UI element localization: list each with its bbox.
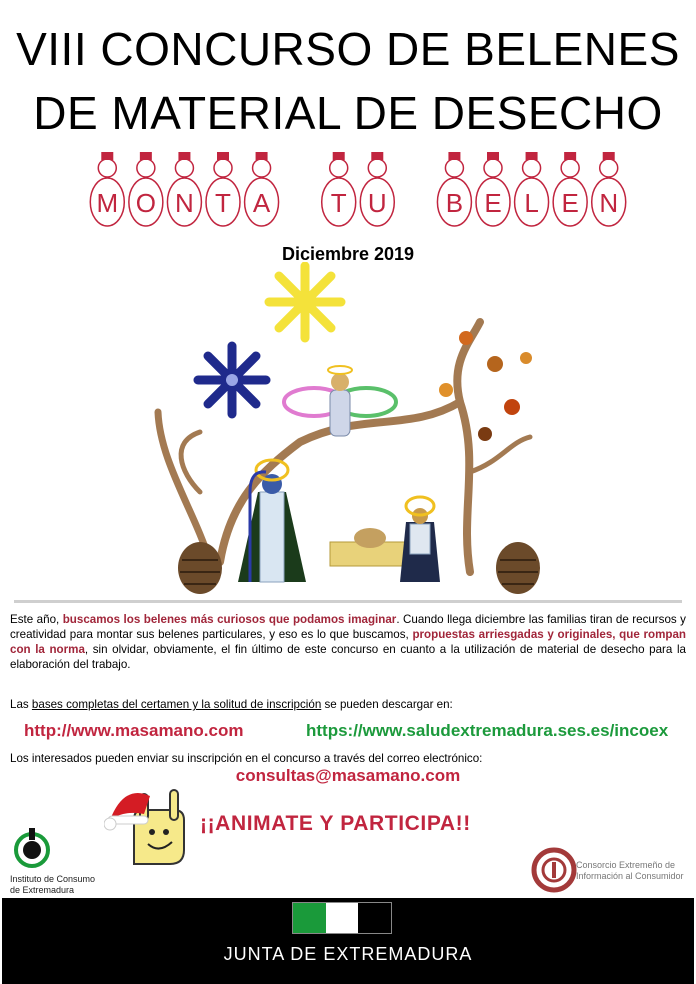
nativity-scene-illustration: [140, 262, 560, 602]
monta-tu-belen-logo: [88, 150, 628, 230]
snowman-letter: [592, 152, 626, 226]
snowman-letter: [167, 152, 201, 226]
date: Diciembre 2019: [281, 244, 415, 264]
call-to-action: ¡¡ANIMATE Y PARTICIPA!!: [200, 812, 471, 835]
svg-text:E: E: [484, 188, 502, 218]
joseph-figure: [400, 497, 440, 582]
snowman-letter: [90, 152, 124, 226]
consorcio-text: Consorcio Extremeño de Información al Consumidor: [576, 860, 684, 881]
svg-text:A: A: [252, 188, 271, 218]
pinecone-left-icon: [178, 542, 222, 594]
snowman-letter: [129, 152, 163, 226]
highlight-1: buscamos los belenes más curiosos que podamos imaginar: [62, 613, 397, 626]
blue-star-icon: [198, 346, 266, 414]
leaves: [439, 331, 532, 441]
manger: [330, 528, 410, 566]
divider: [14, 600, 682, 603]
snowman-letter: [515, 152, 549, 226]
title-line-2: DE MATERIAL DE DESECHO: [33, 87, 663, 139]
footer: [2, 898, 694, 984]
junta-extremadura-text: JUNTA DE EXTREMADURA: [223, 944, 473, 964]
svg-text:N: N: [175, 188, 194, 218]
email-paragraph: Los interesados pueden enviar su inscripción en el concurso a través del correo electrónico:: [10, 752, 483, 765]
highlight-2: propuestas arriesgadas y originales, que rompan con la norma: [10, 628, 686, 656]
snowman-letter: [553, 152, 587, 226]
email-link[interactable]: consultas@masamano.com: [235, 766, 461, 785]
yellow-star-icon: [269, 266, 341, 338]
pinecone-right-icon: [496, 542, 540, 594]
bases-link[interactable]: bases completas del certamen y la solitud de inscripción: [31, 698, 322, 711]
svg-text:T: T: [215, 188, 231, 218]
snowman-letter: [322, 152, 356, 226]
svg-text:O: O: [135, 188, 156, 218]
extremadura-flag-icon: [292, 902, 392, 934]
snowman-letter: [476, 152, 510, 226]
saludextremadura-link[interactable]: https://www.saludextremadura.ses.es/incoex: [306, 721, 669, 740]
svg-text:E: E: [561, 188, 579, 218]
snowman-letter: [437, 152, 471, 226]
svg-text:B: B: [445, 188, 464, 218]
svg-text:T: T: [330, 188, 347, 218]
svg-text:U: U: [367, 188, 387, 218]
snowman-letter: [245, 152, 279, 226]
mary-figure: [238, 460, 306, 582]
snowman-letter: [360, 152, 394, 226]
masamano-link[interactable]: http://www.masamano.com: [24, 721, 244, 740]
title-line-1: VIII CONCURSO DE BELENES: [16, 23, 680, 75]
intro-paragraph: Este año, buscamos los belenes más curiosos que podamos imaginar. Cuando llega diciembre las familias tiran de recursos y creatividad para montar sus belenes particulares, y eso es lo que buscamos, propuestas arriesgadas y originales, que rompan con la norma, sin olvidar, obviamente, el fin último de este concurso en cuanto a la utilización de material de desecho para la elaboración del trabajo.: [10, 613, 686, 671]
instituto-consumo-text: Instituto de Consumo de Extremadura: [10, 874, 96, 895]
svg-text:M: M: [96, 188, 119, 218]
snowman-letter: [206, 152, 240, 226]
svg-text:L: L: [524, 188, 539, 218]
bases-paragraph: Las bases completas del certamen y la solitud de inscripción se pueden descargar en:: [10, 698, 453, 711]
svg-text:N: N: [599, 188, 619, 218]
